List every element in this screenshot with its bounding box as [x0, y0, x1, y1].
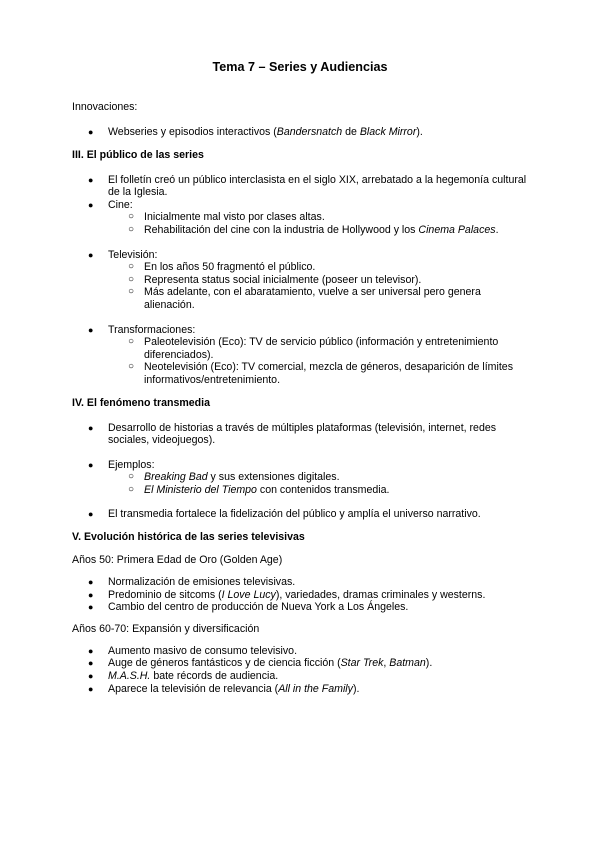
bullet-icon: ●: [88, 127, 94, 137]
list-item: ● Televisión: ○ En los años 50 fragmentó el público. ○ Representa status social inicialmente (poseer un televisor). ○ Más adelante, con el abaratamiento, vuelve a ser universal pero genera alienación.: [72, 249, 532, 312]
innovaciones-label: Innovaciones:: [72, 101, 138, 113]
age6070-list: [72, 645, 532, 695]
list-item: ○ Inicialmente mal visto por clases altas.: [128, 211, 325, 224]
bullet-icon: ●: [88, 602, 94, 613]
bullet-icon: ●: [88, 589, 94, 600]
list-item: ● Cine: ○ Inicialmente mal visto por clases altas. ○ Rehabilitación del cine con la industria de Hollywood y los Cinema Palaces.: [72, 199, 532, 237]
innovaciones-list: [72, 126, 532, 139]
list-item: ○ En los años 50 fragmentó el público.: [128, 261, 316, 274]
sublist: [108, 211, 532, 236]
document-title: Tema 7 – Series y Audiencias: [212, 60, 388, 74]
document-body: [72, 100, 532, 695]
transmedia-list: [72, 422, 532, 522]
bullet-icon: ●: [88, 645, 94, 656]
bullet-icon: ●: [88, 683, 94, 694]
list-item: ● Cambio del centro de producción de Nueva York a Los Ángeles.: [88, 601, 409, 614]
hollow-bullet-icon: ○: [128, 336, 135, 348]
bullet-icon: ●: [88, 199, 94, 210]
hollow-bullet-icon: ○: [128, 273, 135, 285]
bullet-icon: ●: [88, 658, 94, 669]
list-item: ○ El Ministerio del Tiempo con contenidos transmedia.: [128, 483, 390, 496]
section-heading-publico: III. El público de las series: [72, 148, 204, 161]
bullet-icon: ●: [88, 324, 94, 335]
list-item: ○ Más adelante, con el abaratamiento, vuelve a ser universal pero genera alienación.: [128, 286, 481, 311]
list-item: ● Predominio de sitcoms (I Love Lucy), variedades, dramas criminales y westerns.: [88, 588, 486, 601]
publico-list: [72, 174, 532, 387]
bullet-icon: ●: [88, 671, 94, 682]
list-item: ● Desarrollo de historias a través de múltiples plataformas (televisión, internet, redes sociales, videojuegos).: [88, 421, 497, 447]
bullet-icon: ●: [88, 459, 94, 470]
list-item: ○ Neotelevisión (Eco): TV comercial, mezcla de géneros, desaparición de límites informativos/entretenimiento.: [128, 361, 513, 386]
hollow-bullet-icon: ○: [128, 361, 135, 373]
bullet-icon: ●: [88, 509, 94, 520]
sublist: [108, 261, 532, 311]
bullet-icon: ●: [88, 174, 94, 185]
bullet-icon: ●: [88, 422, 94, 433]
list-item: ● Auge de géneros fantásticos y de ciencia ficción (Star Trek, Batman).: [88, 657, 433, 670]
sublist: [108, 336, 532, 386]
hollow-bullet-icon: ○: [128, 261, 135, 273]
hollow-bullet-icon: ○: [128, 483, 135, 495]
hollow-bullet-icon: ○: [128, 286, 135, 298]
list-item: ● Aparece la televisión de relevancia (All in the Family).: [88, 682, 360, 695]
list-item: ● Ejemplos: ○ Breaking Bad y sus extensiones digitales. ○ El Ministerio del Tiempo con contenidos transmedia.: [72, 459, 532, 497]
sublist: [108, 471, 532, 496]
list-item: ○ Breaking Bad y sus extensiones digitales.: [128, 471, 340, 484]
list-item: ○ Representa status social inicialmente (poseer un televisor).: [128, 273, 422, 286]
list-item: ● Transformaciones: ○ Paleotelevisión (Eco): TV de servicio público (información y entretenimiento diferenciados). ○ Neotelevisión (Eco): TV comercial, mezcla de géneros, desaparición de límites informativos/entretenimiento.: [72, 324, 532, 387]
bullet-icon: ●: [88, 249, 94, 260]
list-item: ● El transmedia fortalece la fidelización del público y amplía el universo narrativo.: [88, 508, 481, 521]
list-item: ○ Rehabilitación del cine con la industria de Hollywood y los Cinema Palaces.: [128, 223, 499, 236]
list-item: ● M.A.S.H. bate récords de audiencia.: [88, 670, 279, 683]
list-item: ● Aumento masivo de consumo televisivo.: [88, 644, 298, 657]
list-item: ● Normalización de emisiones televisivas.: [88, 576, 296, 589]
list-item: ● El folletín creó un público interclasista en el siglo XIX, arrebatado a la hegemonía cultural de la Iglesia.: [88, 173, 527, 199]
section-heading-evolucion: V. Evolución histórica de las series televisivas: [72, 531, 305, 544]
age50-list: [72, 576, 532, 614]
list-item: ● Webseries y episodios interactivos (Bandersnatch de Black Mirror).: [88, 126, 423, 138]
hollow-bullet-icon: ○: [128, 223, 135, 235]
hollow-bullet-icon: ○: [128, 211, 135, 223]
hollow-bullet-icon: ○: [128, 471, 135, 483]
section-heading-transmedia: IV. El fenómeno transmedia: [72, 396, 210, 409]
age50-label: Años 50: Primera Edad de Oro (Golden Age): [72, 554, 283, 567]
bullet-icon: ●: [88, 577, 94, 588]
age6070-label: Años 60-70: Expansión y diversificación: [72, 622, 260, 635]
list-item: ○ Paleotelevisión (Eco): TV de servicio público (información y entretenimiento diferenciados).: [128, 336, 499, 361]
